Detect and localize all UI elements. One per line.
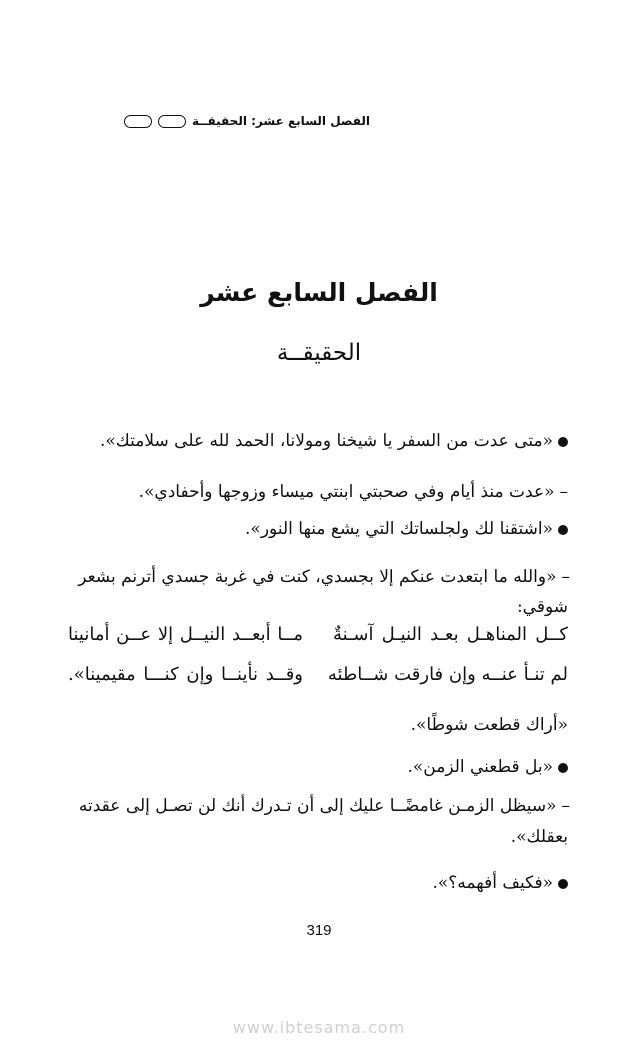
watermark: www.ibtesama.com xyxy=(232,1018,406,1037)
line-text: «متى عدت من السفر يا شيخنا ومولانا، الحمد لله على سلامتك». xyxy=(99,431,553,451)
bullet-icon xyxy=(558,879,568,889)
line-text: «اشتقنا لك ولجلساتك التي يشع منها النور». xyxy=(245,519,553,539)
line-text: «سيظل الزمـن غامضًــا عليك إلى أن تـدرك أنك لن تصـل إلى عقدته xyxy=(78,796,557,816)
running-title: الفصل السابع عشر: الحقيقــة xyxy=(192,114,370,128)
dialogue-line xyxy=(68,870,568,896)
line-text: شوقي: xyxy=(516,597,568,617)
verse-first-hemistich: لم تنـأ عنــه وإن فارقت شــاطئه xyxy=(327,664,568,685)
verse-second-hemistich: وقــد نأينــا وإن كنـــا مقيمينا». xyxy=(68,664,303,685)
line-text: «عدت منذ أيام وفي صحبتي ابنتي ميساء وزوجها وأحفادي». xyxy=(138,482,555,502)
dash-marker: – xyxy=(561,567,570,587)
poem-verse xyxy=(68,664,568,694)
chapter-title: الفصل السابع عشر xyxy=(200,278,438,307)
bullet-icon xyxy=(558,437,568,447)
bullet-icon xyxy=(558,763,568,773)
running-header xyxy=(100,108,370,134)
line-text: «والله ما ابتعدت عنكم إلا بجسدي، كنت في غربة جسدي أترنم بشعر xyxy=(78,567,557,587)
line-text: بعقلك». xyxy=(510,827,568,847)
dash-marker: – xyxy=(559,482,568,502)
chapter-subtitle: الحقيقــة xyxy=(276,340,362,366)
dash-marker: – xyxy=(561,796,570,816)
dialogue-line xyxy=(70,564,570,590)
header-ornament-icon xyxy=(158,115,186,128)
bullet-icon xyxy=(558,525,568,535)
dialogue-line xyxy=(68,479,568,505)
dialogue-line xyxy=(70,793,570,819)
dialogue-line xyxy=(68,428,568,454)
dialogue-line xyxy=(68,712,568,738)
dialogue-line xyxy=(68,516,568,542)
verse-first-hemistich: كــل المناهـل بعـد النيـل آسـنةٌ xyxy=(333,624,568,645)
dialogue-line xyxy=(68,824,568,850)
line-text: «فكيف أفهمه؟». xyxy=(432,873,553,893)
page-number: 319 xyxy=(306,922,332,939)
poem-verse xyxy=(68,624,568,654)
dialogue-line xyxy=(68,594,568,620)
line-text: «بل قطعني الزمن». xyxy=(407,757,553,777)
header-ornament-icon xyxy=(124,115,152,128)
dialogue-line xyxy=(68,754,568,780)
verse-second-hemistich: مــا أبعــد النيــل إلا عــن أمانينا xyxy=(68,624,303,645)
line-text: «أراك قطعت شوطًا». xyxy=(410,715,568,735)
